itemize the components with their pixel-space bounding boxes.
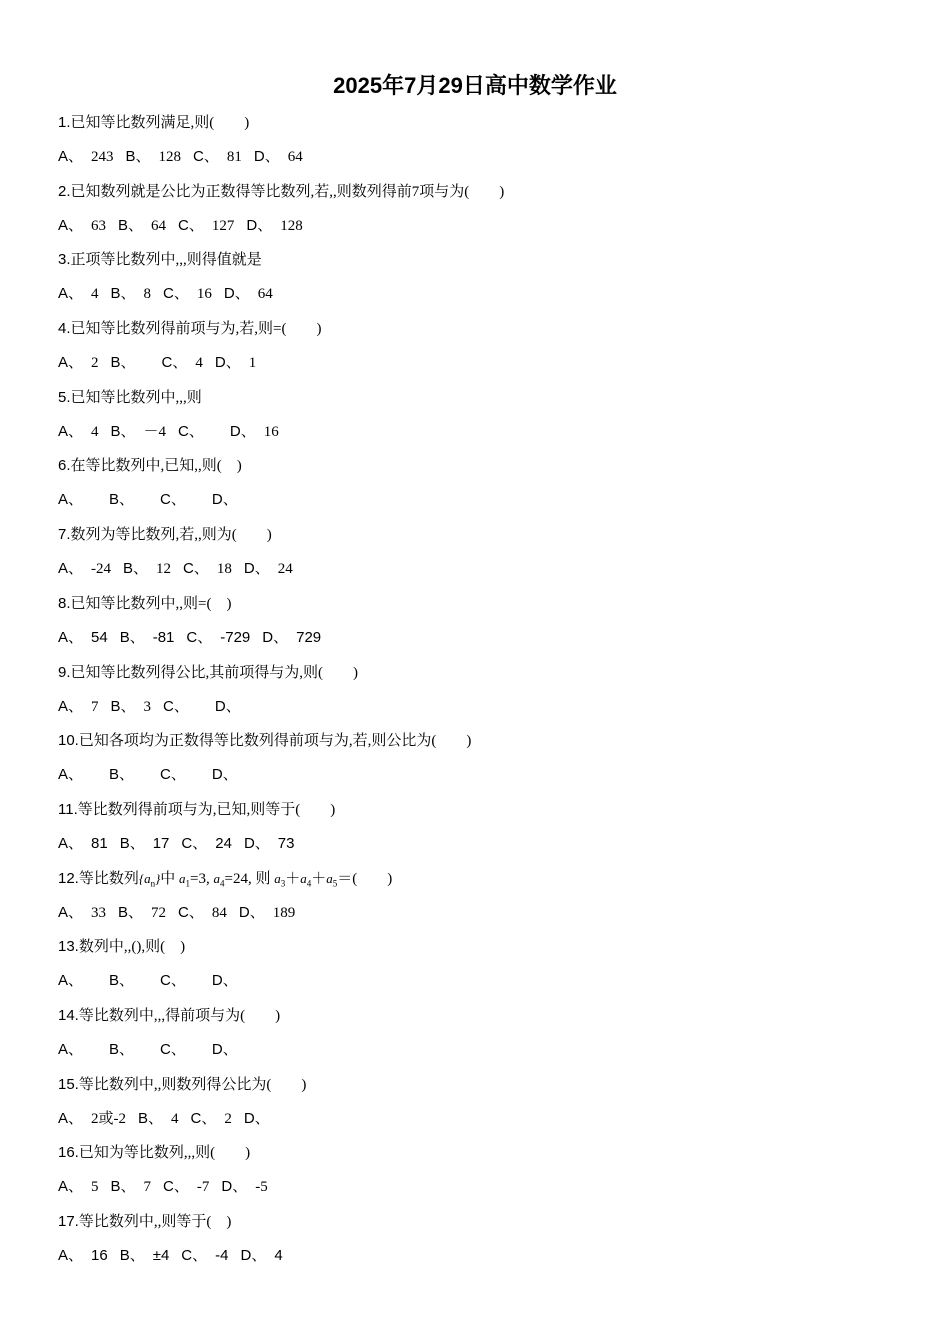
option-letter: D、	[221, 1178, 248, 1196]
question-list	[58, 108, 898, 1276]
question-text: 已知等比数列中,,则=( )	[70, 595, 232, 612]
option-value: 127	[211, 217, 235, 234]
question-text: 等比数列中,,,得前项与为( )	[78, 1007, 281, 1024]
option-letter: C、	[163, 1178, 189, 1196]
question-text: 数列中,,(),则( )	[78, 939, 186, 956]
answer-option	[58, 763, 97, 787]
answer-option	[58, 557, 111, 581]
answer-option	[215, 351, 256, 375]
answer-option	[178, 214, 234, 238]
question-stem	[58, 1210, 231, 1234]
question-item	[58, 932, 898, 1001]
option-value: 7	[143, 1179, 152, 1196]
question-text: 等比数列中,,则等于( )	[78, 1214, 232, 1230]
question-text: 中	[160, 870, 180, 887]
answer-option	[58, 282, 99, 306]
question-item	[58, 795, 898, 864]
option-letter: C、	[160, 491, 186, 509]
option-letter: C、	[183, 560, 209, 578]
term-a1: $a_1$	[179, 870, 191, 889]
question-stem	[58, 798, 335, 822]
option-value: 18	[216, 561, 232, 578]
option-letter: B、	[119, 1247, 145, 1264]
question-number: 6.	[58, 457, 71, 475]
question-text: ＝( )	[337, 870, 393, 887]
option-letter: C、	[190, 1109, 217, 1127]
sequence-symbol: $\{a_n\}$	[138, 870, 161, 889]
option-letter: A、	[58, 903, 84, 921]
answer-option	[212, 1038, 252, 1062]
answer-options	[58, 351, 268, 375]
answer-option	[58, 1107, 126, 1131]
answer-option	[111, 282, 152, 306]
answer-option	[58, 626, 108, 650]
option-letter: D、	[246, 216, 273, 234]
answer-options	[58, 695, 267, 719]
question-item	[58, 1138, 898, 1207]
answer-option	[58, 969, 97, 993]
question-text: 已知等比数列得前项与为,若,则=( )	[70, 321, 322, 338]
option-value: 128	[158, 149, 182, 165]
answer-option	[160, 969, 200, 993]
option-letter: B、	[109, 972, 135, 990]
option-value: 1	[248, 355, 257, 372]
option-letter: D、	[238, 903, 265, 921]
option-value: -81	[152, 628, 175, 646]
answer-option	[244, 557, 293, 581]
option-value: 189	[272, 904, 296, 921]
question-item	[58, 1001, 898, 1070]
answer-option	[163, 1175, 209, 1199]
option-value: 16	[196, 286, 212, 303]
option-letter: A、	[58, 1040, 84, 1058]
question-number: 14.	[58, 1006, 79, 1024]
question-stem	[58, 317, 321, 341]
question-text: 已知等比数列满足,则( )	[70, 115, 250, 131]
plus-sign: ＋	[285, 870, 301, 887]
answer-option	[178, 420, 218, 444]
question-number: 15.	[58, 1075, 79, 1093]
answer-options	[58, 969, 264, 993]
question-text: 已知为等比数列,,,则( )	[78, 1145, 251, 1162]
answer-option	[109, 1038, 148, 1062]
option-letter: D、	[243, 834, 270, 852]
answer-option	[212, 763, 252, 787]
option-letter: D、	[211, 491, 238, 509]
option-letter: C、	[186, 628, 213, 646]
option-letter: A、	[58, 1109, 84, 1127]
question-number: 13.	[58, 938, 79, 956]
option-letter: D、	[214, 354, 241, 372]
page-title: 2025年7月29日高中数学作业	[333, 73, 617, 98]
question-text: 已知等比数列得公比,其前项得与为,则( )	[70, 664, 359, 681]
option-letter: B、	[119, 834, 145, 852]
question-item	[58, 108, 898, 177]
question-item	[58, 589, 898, 658]
option-letter: B、	[118, 903, 144, 921]
option-letter: A、	[58, 1178, 84, 1196]
question-item	[58, 658, 898, 727]
option-letter: B、	[110, 354, 136, 372]
option-value: 2	[224, 1110, 232, 1127]
question-number: 11.	[58, 800, 78, 818]
option-value: -24	[91, 561, 112, 578]
answer-option	[120, 832, 170, 856]
answer-option	[118, 214, 166, 238]
answer-option	[58, 214, 106, 238]
answer-option	[183, 557, 232, 581]
answer-option	[118, 901, 166, 925]
option-value: 243	[91, 149, 114, 165]
question-stem	[58, 248, 262, 272]
option-letter: A、	[58, 834, 84, 852]
option-value: 17	[152, 834, 170, 852]
option-letter: C、	[181, 1247, 208, 1264]
answer-option	[58, 488, 97, 512]
option-letter: B、	[118, 216, 144, 234]
answer-option	[111, 420, 167, 444]
question-stem	[58, 592, 231, 616]
option-letter: A、	[58, 628, 84, 646]
answer-options	[58, 214, 315, 238]
option-value: 73	[277, 834, 295, 852]
option-value: 2	[91, 355, 99, 372]
question-number: 16.	[58, 1144, 79, 1162]
question-stem	[58, 454, 242, 478]
answer-option	[254, 145, 303, 169]
question-text: 等比数列得前项与为,已知,则等于( )	[77, 801, 336, 818]
option-value: 7	[91, 698, 99, 715]
answer-option	[160, 488, 200, 512]
answer-option	[212, 969, 252, 993]
option-value: -729	[220, 628, 251, 646]
question-item	[58, 314, 898, 383]
option-value: ±4	[152, 1247, 170, 1264]
answer-option	[212, 488, 252, 512]
answer-option	[244, 832, 295, 856]
question-number: 12.	[58, 869, 79, 887]
option-letter: D、	[211, 972, 238, 990]
answer-options	[58, 832, 306, 856]
option-letter: C、	[160, 766, 186, 784]
question-stem	[58, 935, 185, 959]
option-value: 729	[296, 628, 322, 646]
question-item	[58, 1207, 898, 1276]
answer-option	[193, 145, 242, 169]
option-letter: B、	[125, 148, 151, 165]
question-number: 7.	[58, 526, 71, 544]
answer-option	[126, 145, 182, 169]
option-letter: C、	[178, 216, 204, 234]
answer-option	[262, 626, 321, 650]
option-letter: C、	[160, 972, 186, 990]
answer-options	[58, 626, 333, 650]
option-value: 64	[257, 286, 273, 303]
answer-options	[58, 901, 307, 925]
option-letter: D、	[229, 422, 256, 440]
option-value: 5	[91, 1179, 99, 1196]
answer-option	[58, 695, 99, 719]
option-value: 128	[280, 217, 303, 234]
answer-options	[58, 763, 264, 787]
answer-options	[58, 1107, 296, 1131]
option-value: 4	[195, 355, 203, 372]
answer-options	[58, 420, 291, 444]
question-number: 3.	[58, 251, 71, 269]
option-value: -7	[196, 1179, 210, 1196]
term-a3: $a_3$	[274, 870, 286, 889]
option-letter: A、	[58, 216, 84, 234]
answer-option	[138, 1107, 179, 1131]
answer-option	[186, 626, 250, 650]
answer-option	[239, 901, 295, 925]
answer-option	[111, 695, 152, 719]
option-value: 33	[91, 904, 107, 921]
answer-options	[58, 488, 264, 512]
question-stem	[58, 867, 392, 896]
answer-option	[240, 1244, 282, 1268]
option-value: 24	[277, 561, 293, 578]
option-letter: B、	[110, 285, 136, 303]
option-letter: C、	[178, 903, 204, 921]
question-item	[58, 245, 898, 314]
question-number: 5.	[58, 388, 71, 406]
option-value: 8	[143, 286, 152, 303]
question-number: 8.	[58, 594, 71, 612]
answer-option	[163, 282, 212, 306]
answer-option	[191, 1107, 232, 1131]
option-letter: B、	[110, 422, 136, 440]
question-stem	[58, 1141, 250, 1165]
question-text: 等比数列中,,则数列得公比为( )	[78, 1076, 307, 1093]
question-item	[58, 520, 898, 589]
question-item	[58, 383, 898, 452]
question-stem	[58, 1073, 306, 1097]
option-value: 4	[171, 1110, 179, 1127]
answer-option	[111, 351, 150, 375]
question-number: 2.	[58, 182, 71, 200]
option-letter: D、	[223, 285, 250, 303]
question-number: 10.	[58, 732, 79, 750]
option-value: 16	[91, 1247, 108, 1264]
answer-option	[244, 1107, 284, 1131]
answer-option	[109, 763, 148, 787]
option-value: 54	[91, 628, 108, 646]
option-value: 24	[215, 834, 232, 852]
answer-option	[58, 420, 99, 444]
option-letter: A、	[58, 354, 84, 372]
term-a4: $a_4$	[213, 870, 225, 889]
option-value: 81	[91, 834, 108, 852]
plus-sign: ＋	[311, 870, 327, 887]
question-text: 已知各项均为正数得等比数列得前项与为,若,则公比为( )	[78, 733, 472, 750]
question-item	[58, 1070, 898, 1139]
answer-option	[230, 420, 279, 444]
answer-options	[58, 282, 285, 306]
option-value: 63	[91, 217, 107, 234]
answer-options	[58, 1244, 295, 1268]
question-text: =3,	[190, 870, 214, 887]
option-letter: D、	[243, 560, 270, 578]
answer-option	[178, 901, 227, 925]
term-a4: $a_4$	[300, 870, 312, 889]
option-letter: B、	[109, 491, 135, 509]
question-number: 4.	[58, 320, 71, 338]
option-value: 84	[211, 904, 227, 921]
option-letter: C、	[178, 422, 204, 440]
answer-option	[120, 1244, 170, 1268]
answer-option	[181, 1244, 228, 1268]
option-value: 4	[274, 1247, 283, 1264]
option-letter: C、	[181, 834, 208, 852]
option-letter: B、	[119, 628, 145, 646]
question-item	[58, 726, 898, 795]
answer-option	[246, 214, 302, 238]
option-letter: B、	[110, 697, 136, 715]
option-value: 4	[91, 423, 99, 440]
option-letter: C、	[160, 1040, 186, 1058]
option-letter: B、	[138, 1109, 164, 1127]
option-value: -4	[215, 1247, 229, 1264]
question-text: 数列为等比数列,若,,则为( )	[70, 527, 272, 544]
option-letter: A、	[58, 285, 84, 303]
answer-options	[58, 145, 315, 169]
option-letter: C、	[163, 697, 189, 715]
question-text: 在等比数列中,已知,,则( )	[70, 458, 242, 475]
option-letter: B、	[109, 766, 135, 784]
answer-option	[58, 832, 108, 856]
answer-option	[162, 351, 203, 375]
question-text: 正项等比数列中,,,则得值就是	[70, 252, 262, 269]
answer-options	[58, 1038, 264, 1062]
question-stem	[58, 729, 471, 753]
option-letter: D、	[211, 1040, 238, 1058]
answer-option	[120, 626, 175, 650]
option-letter: A、	[58, 1247, 84, 1264]
option-letter: A、	[58, 422, 84, 440]
option-value: 4	[91, 286, 99, 303]
question-stem	[58, 111, 249, 135]
question-stem	[58, 386, 202, 410]
answer-option	[58, 1175, 99, 1199]
answer-option	[163, 695, 203, 719]
option-letter: A、	[58, 148, 84, 165]
answer-option	[215, 695, 255, 719]
option-letter: C、	[161, 354, 188, 372]
option-letter: B、	[123, 560, 149, 578]
option-value: 81	[226, 149, 242, 165]
option-value: 16	[263, 423, 279, 440]
term-a5: $a_5$	[326, 870, 338, 889]
question-stem	[58, 661, 358, 685]
question-stem	[58, 523, 272, 547]
question-item	[58, 451, 898, 520]
option-letter: A、	[58, 697, 84, 715]
question-stem	[58, 1004, 280, 1028]
option-letter: A、	[58, 560, 84, 578]
question-item	[58, 177, 898, 246]
option-value: －4	[143, 423, 167, 440]
question-number: 17.	[58, 1213, 79, 1230]
option-letter: B、	[110, 1178, 136, 1196]
answer-option	[221, 1175, 267, 1199]
option-letter: D、	[211, 766, 238, 784]
answer-option	[58, 1244, 108, 1268]
answer-option	[109, 488, 148, 512]
option-value: 3	[143, 698, 152, 715]
answer-options	[58, 1175, 280, 1199]
question-text: 等比数列	[78, 870, 139, 887]
option-value: -5	[255, 1179, 268, 1196]
option-letter: C、	[163, 285, 189, 303]
option-letter: A、	[58, 766, 84, 784]
answer-option	[160, 763, 200, 787]
option-letter: A、	[58, 491, 84, 509]
answer-option	[111, 1175, 152, 1199]
answer-option	[58, 901, 106, 925]
answer-options	[58, 557, 305, 581]
question-text: 已知数列就是公比为正数得等比数列,若,,则数列得前7项与为( )	[70, 183, 505, 200]
question-text: =24, 则	[224, 870, 275, 887]
answer-option	[109, 969, 148, 993]
answer-option	[58, 1038, 97, 1062]
option-value: 2或-2	[91, 1110, 127, 1127]
option-letter: D、	[240, 1247, 267, 1264]
option-letter: B、	[109, 1040, 135, 1058]
option-letter: A、	[58, 972, 84, 990]
option-letter: D、	[253, 148, 280, 165]
question-item	[58, 864, 898, 933]
option-value: 12	[156, 561, 172, 578]
answer-option	[58, 145, 114, 169]
option-letter: D、	[214, 697, 241, 715]
option-letter: D、	[243, 1109, 270, 1127]
answer-option	[224, 282, 273, 306]
option-value: 64	[151, 217, 167, 234]
question-stem	[58, 180, 504, 204]
answer-option	[160, 1038, 200, 1062]
answer-option	[123, 557, 171, 581]
option-letter: D、	[262, 628, 289, 646]
option-value: 64	[287, 149, 303, 165]
answer-option	[58, 351, 99, 375]
option-value: 72	[151, 904, 167, 921]
question-text: 已知等比数列中,,,则	[70, 389, 202, 406]
question-number: 9.	[58, 663, 71, 681]
option-letter: C、	[193, 148, 219, 165]
answer-option	[181, 832, 232, 856]
question-number: 1.	[58, 114, 71, 131]
